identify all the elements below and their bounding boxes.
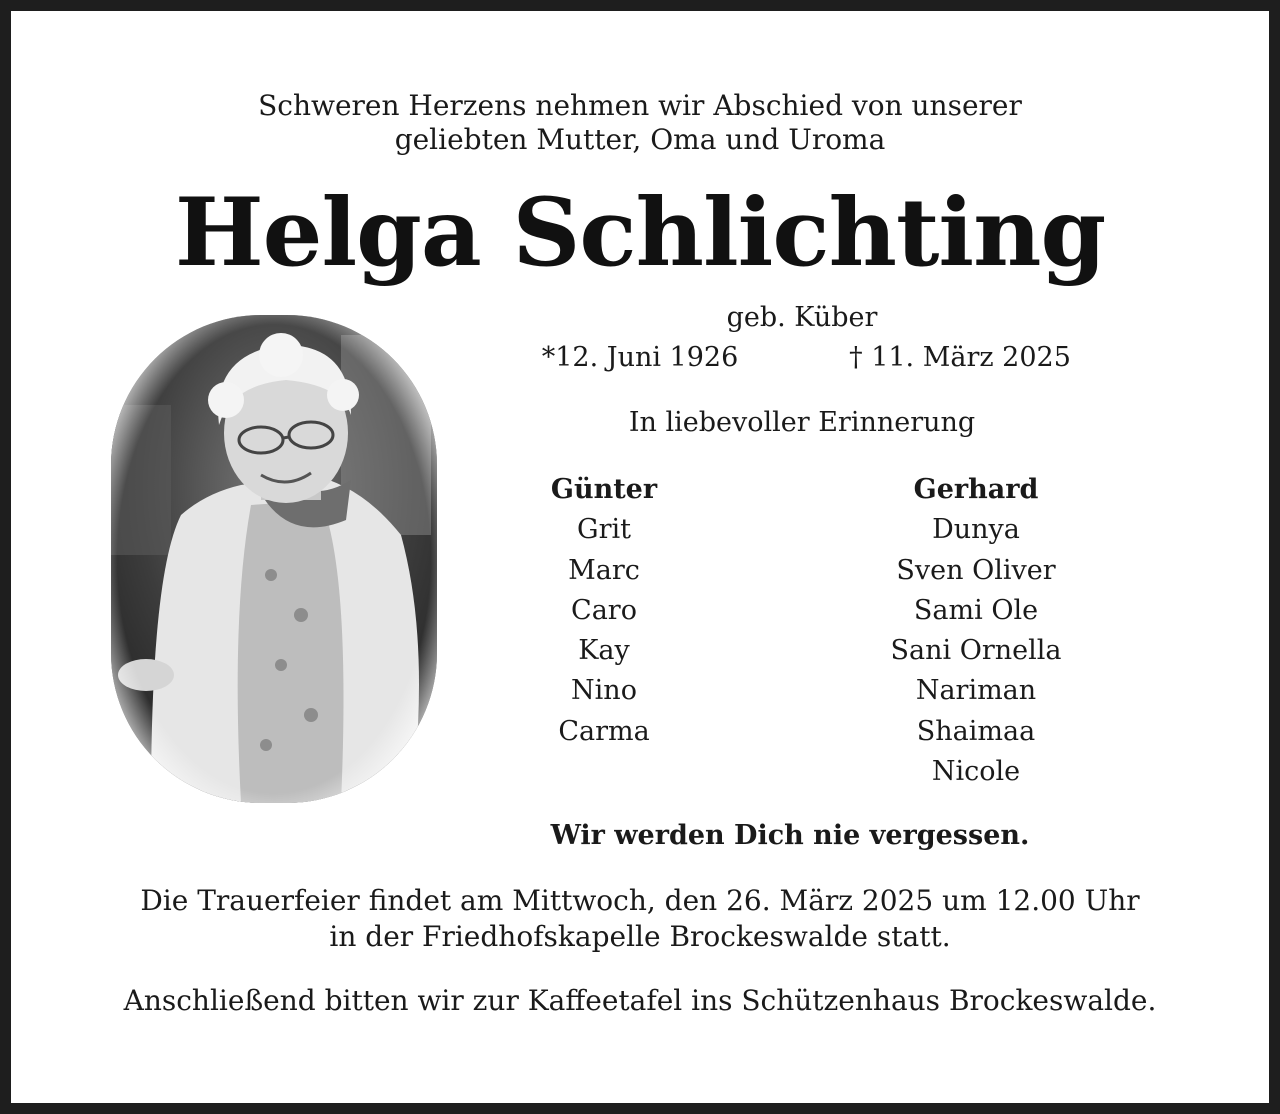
portrait-image	[111, 315, 437, 803]
family-member: Caro	[571, 594, 637, 626]
family-member: Nariman	[915, 675, 1037, 707]
intro-line-2: geliebten Mutter, Oma und Uroma	[394, 123, 886, 156]
reception-line: Anschließend bitten wir zur Kaffeetafel ins Schützenhaus Brockeswalde.	[123, 984, 1157, 1017]
family-member: Grit	[577, 514, 631, 546]
portrait-photo	[111, 315, 437, 803]
family-member: Sven Oliver	[896, 554, 1056, 586]
birth-name: geb. Küber	[726, 302, 878, 333]
family-member: Sami Ole	[913, 594, 1039, 626]
family-member: Carma	[558, 715, 650, 747]
family-column-right	[856, 470, 1096, 792]
service-line-1: Die Trauerfeier findet am Mittwoch, den 26. März 2025 um 12.00 Uhr	[140, 884, 1140, 917]
birth-date: *12. Juni 1926	[541, 342, 739, 373]
family-member: Kay	[578, 635, 630, 667]
closing-line: Wir werden Dich nie vergessen.	[550, 820, 1030, 851]
death-date: † 11. März 2025	[849, 342, 1071, 373]
family-member: Sani Ornella	[890, 635, 1062, 667]
family-member: Nicole	[931, 756, 1021, 788]
family-member: Marc	[568, 554, 640, 586]
family-member: Nino	[571, 675, 637, 707]
service-line-2: in der Friedhofskapelle Brockeswalde statt.	[329, 920, 951, 953]
family-head: Günter	[550, 474, 658, 505]
memory-line: In liebevoller Erinnerung	[628, 407, 976, 438]
family-member: Dunya	[932, 514, 1020, 546]
family-column-left	[484, 470, 724, 752]
family-member: Shaimaa	[916, 715, 1036, 747]
intro-line-1: Schweren Herzens nehmen wir Abschied von unserer	[258, 89, 1022, 122]
family-head: Gerhard	[913, 474, 1039, 505]
deceased-name: Helga Schlichting	[174, 178, 1106, 288]
